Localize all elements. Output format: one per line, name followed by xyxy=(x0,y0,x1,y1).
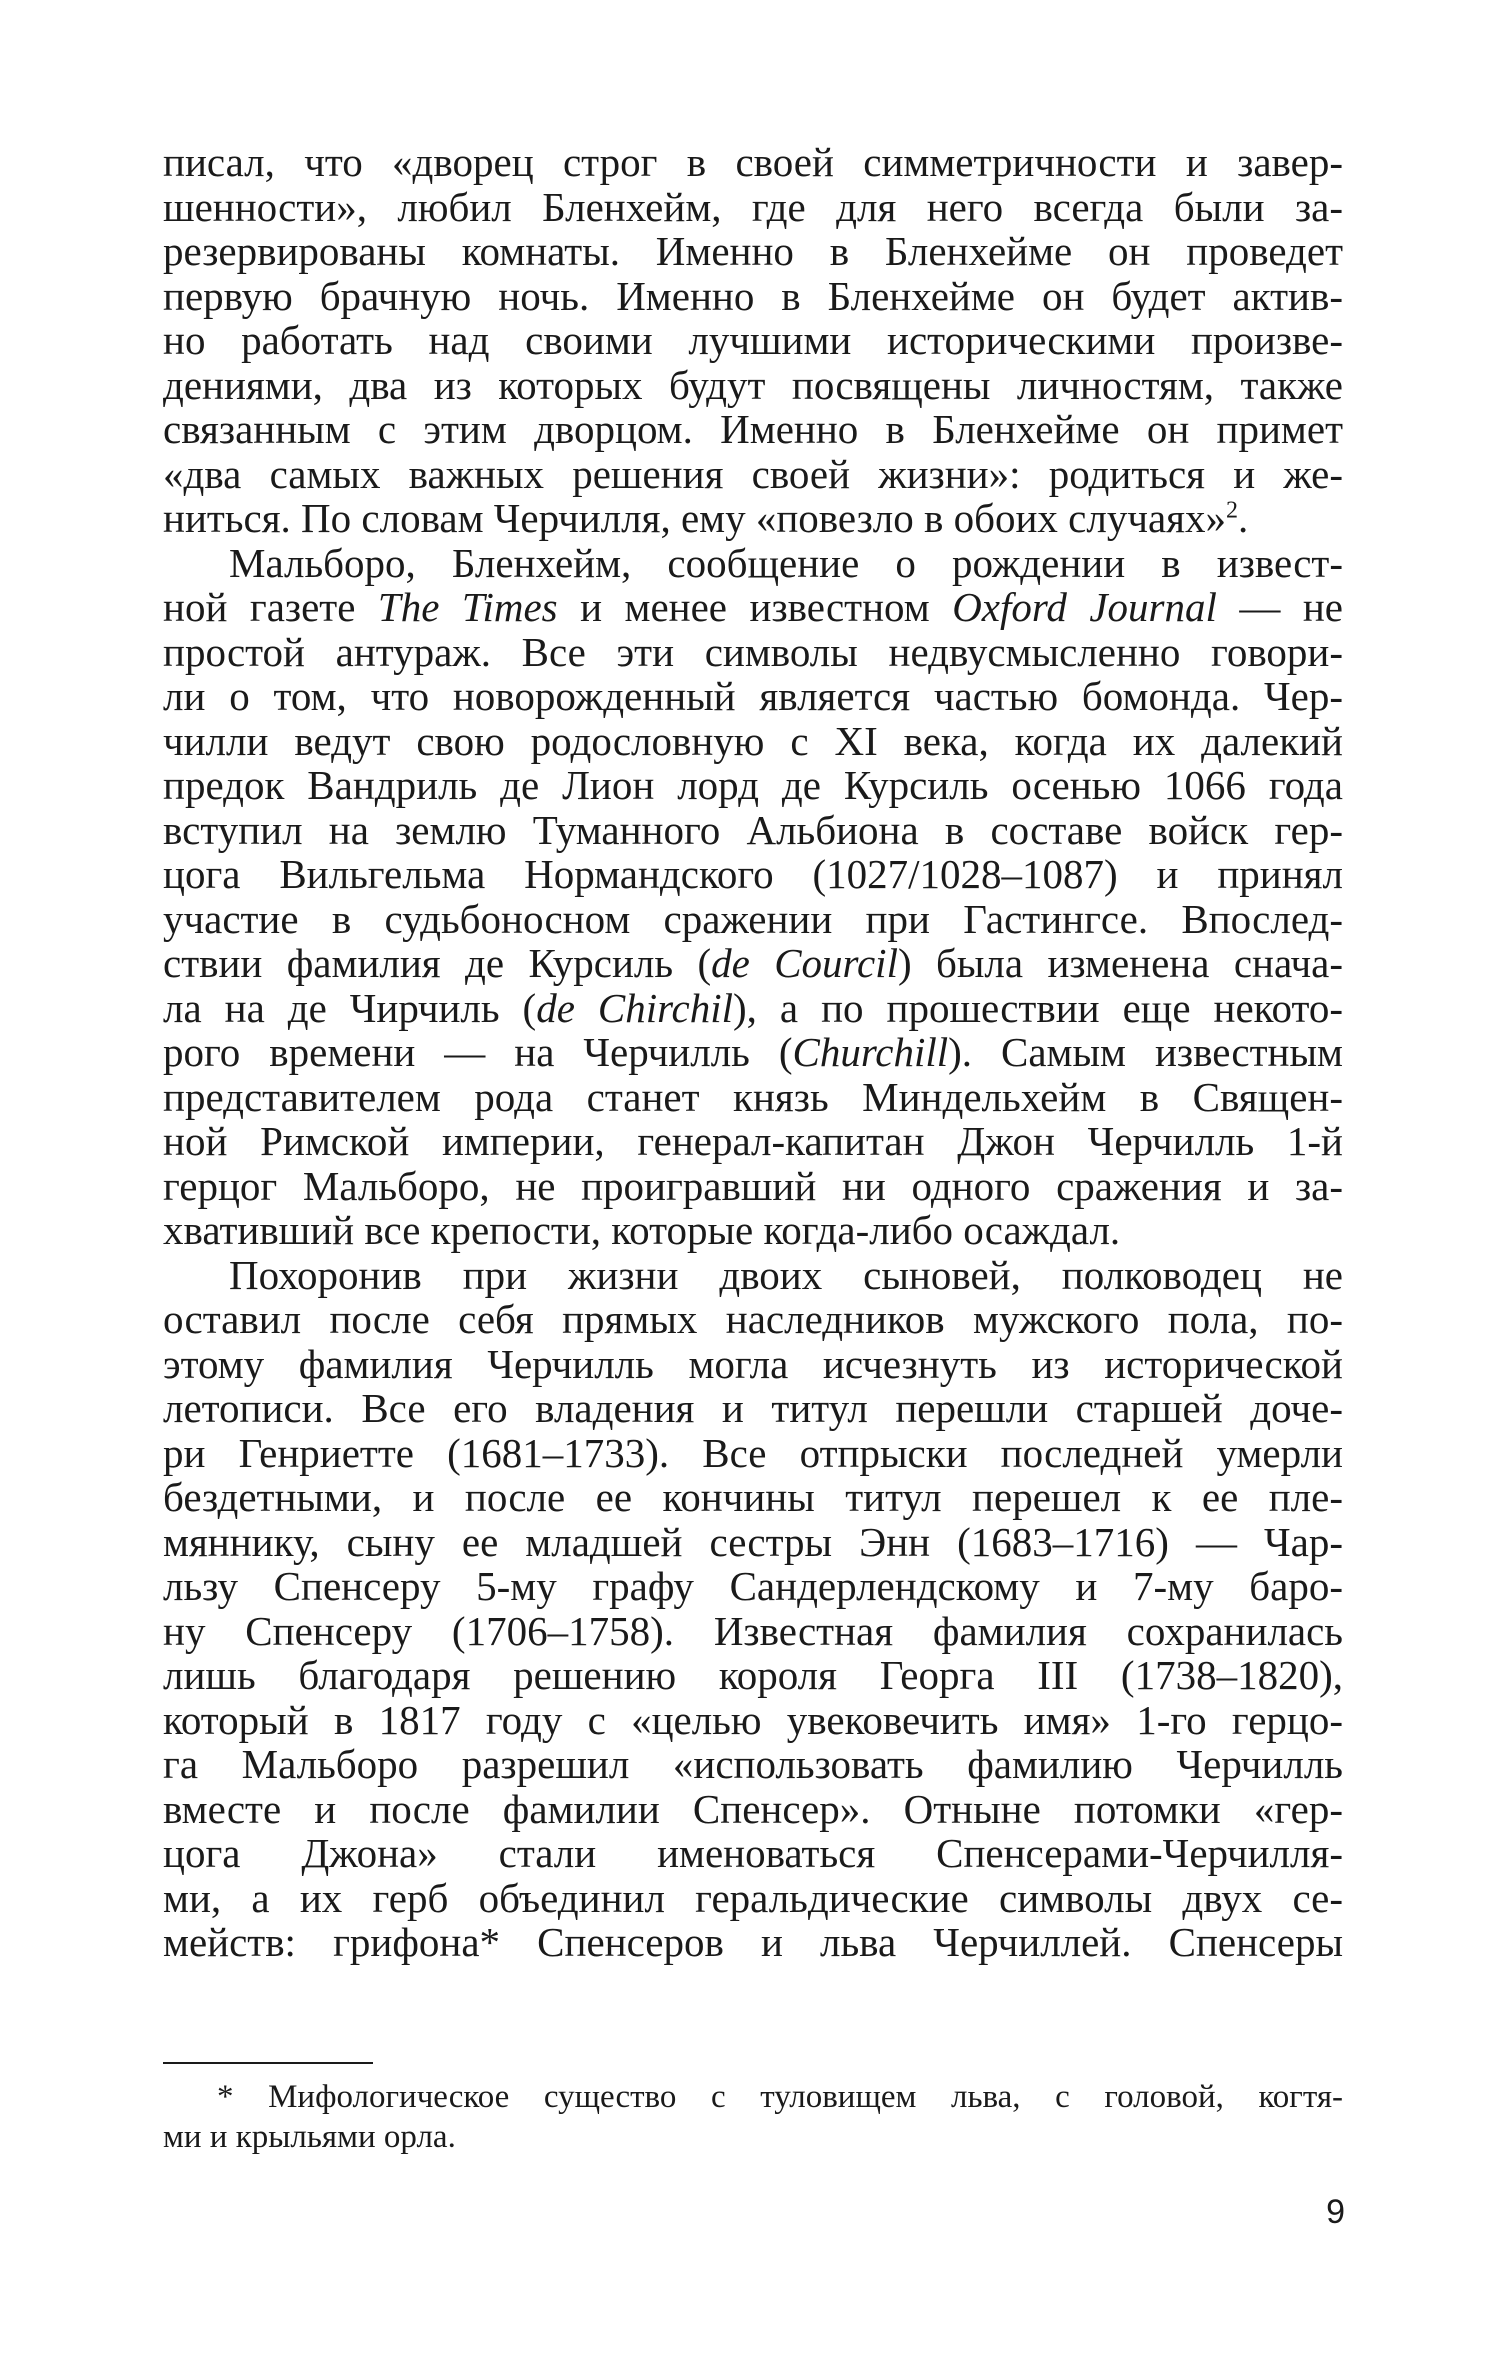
text-line: ри Генриетте (1681–1733). Все отпрыски последней умерли xyxy=(163,1429,1343,1476)
text-line xyxy=(163,496,1343,541)
text-line: представителем рода станет князь Миндельхейм в Священ- xyxy=(163,1073,1343,1120)
text-line xyxy=(163,941,1343,986)
text-run: ла на де Чирчиль ( xyxy=(163,984,537,1031)
text-run: — не xyxy=(1216,584,1343,630)
text-line: дениями, два из которых будут посвящены личностям, также xyxy=(163,361,1343,408)
text-line: цога Вильгельма Нормандского (1027/1028–1087) и принял xyxy=(163,851,1343,897)
text-line: мейств: грифона* Спенсеров и льва Черчиллей. Спенсеры xyxy=(163,1919,1343,1965)
text-line: «два самых важных решения своей жизни»: родиться и же- xyxy=(163,450,1343,497)
text-line: этому фамилия Черчилль могла исчезнуть из исторической xyxy=(163,1340,1343,1387)
text-run: ствии фамилия де Курсиль ( xyxy=(163,940,712,986)
text-line: лишь благодаря решению короля Георга III (1738–1820), xyxy=(163,1652,1343,1698)
text-run: . xyxy=(1238,495,1249,541)
text-line: летописи. Все его владения и титул перешли старшей доче- xyxy=(163,1385,1343,1431)
italic-title: The Times xyxy=(377,584,558,630)
text-line: первую брачную ночь. Именно в Бленхейме он будет актив- xyxy=(163,272,1343,319)
text-line: бездетными, и после ее кончины титул перешел к ее пле- xyxy=(163,1474,1343,1520)
text-line: ной Римской империи, генерал-капитан Джон Черчилль 1-й xyxy=(163,1118,1343,1164)
text-run: ной газете xyxy=(163,584,378,630)
text-line: писал, что «дворец строг в своей симметричности и завер- xyxy=(163,139,1343,185)
text-run: ) была изменена снача- xyxy=(897,940,1343,986)
footnote xyxy=(163,2077,1343,2157)
text-line xyxy=(163,585,1343,630)
text-line: Похоронив при жизни двоих сыновей, полководец не xyxy=(229,1251,1343,1298)
text-line: ну Спенсеру (1706–1758). Известная фамилия сохранилась xyxy=(163,1607,1343,1654)
text-line: участие в судьбоносном сражении при Гастингсе. Впослед- xyxy=(163,895,1343,942)
italic-name: de Courcil xyxy=(711,940,898,986)
text-line xyxy=(163,1030,1343,1075)
body-text xyxy=(163,140,1343,1965)
text-run: ). Самым известным xyxy=(948,1029,1343,1075)
italic-name: de Chirchil xyxy=(536,984,734,1031)
text-line xyxy=(163,986,1343,1031)
text-line: шенности», любил Бленхейм, где для него всегда были за- xyxy=(163,183,1343,230)
text-line: вместе и после фамилии Спенсер». Отныне потомки «гер- xyxy=(163,1785,1343,1832)
text-run: ), а по прошествии еще некото- xyxy=(733,984,1343,1031)
page-number: 9 xyxy=(1326,2193,1345,2231)
text-line: резервированы комнаты. Именно в Бленхейме он проведет xyxy=(163,228,1343,274)
text-line: предок Вандриль де Лион лорд де Курсиль осенью 1066 года xyxy=(163,762,1343,808)
text-run: рого времени — на Черчилль ( xyxy=(163,1029,793,1075)
text-line: льзу Спенсеру 5-му графу Сандерлендскому и 7-му баро- xyxy=(163,1563,1343,1609)
text-line: герцог Мальборо, не проигравший ни одного сражения и за- xyxy=(163,1162,1343,1209)
text-line: хвативший все крепости, которые когда-либо осаждал. xyxy=(163,1207,1121,1253)
text-line: ли о том, что новорожденный является частью бомонда. Чер- xyxy=(163,673,1343,719)
text-run: и менее известном xyxy=(557,584,953,630)
text-line: мяннику, сыну ее младшей сестры Энн (1683–1716) — Чар- xyxy=(163,1518,1343,1565)
text-line: простой антураж. Все эти символы недвусмысленно говори- xyxy=(163,628,1343,675)
text-line: га Мальборо разрешил «использовать фамилию Черчилль xyxy=(163,1741,1343,1787)
text-line: цога Джона» стали именоваться Спенсерами-Черчилля- xyxy=(163,1830,1343,1876)
text-line: Мальборо, Бленхейм, сообщение о рождении в извест- xyxy=(229,539,1343,586)
footnote-reference: 2 xyxy=(1226,497,1238,524)
text-line: вступил на землю Туманного Альбиона в составе войск гер- xyxy=(163,806,1343,853)
italic-title: Oxford Journal xyxy=(952,584,1217,630)
footnote-divider xyxy=(163,2062,373,2064)
text-line: который в 1817 году с «целью увековечить имя» 1-го герцо- xyxy=(163,1696,1343,1743)
footnote-line: * Мифологическое существо с туловищем льва, с головой, когтя- xyxy=(217,2079,1343,2115)
text-line: но работать над своими лучшими историческими произве- xyxy=(163,317,1343,363)
text-line: оставил после себя прямых наследников мужского пола, по- xyxy=(163,1296,1343,1342)
text-line: связанным с этим дворцом. Именно в Бленхейме он примет xyxy=(163,406,1343,452)
text-run: ниться. По словам Черчилля, ему «повезло в обоих случаях» xyxy=(163,495,1226,541)
footnote-line: ми и крыльями орла. xyxy=(163,2119,456,2155)
text-line: ми, а их герб объединил геральдические символы двух се- xyxy=(163,1874,1343,1921)
text-line: чилли ведут свою родословную с XI века, когда их далекий xyxy=(163,717,1343,764)
italic-name: Churchill xyxy=(792,1029,949,1075)
